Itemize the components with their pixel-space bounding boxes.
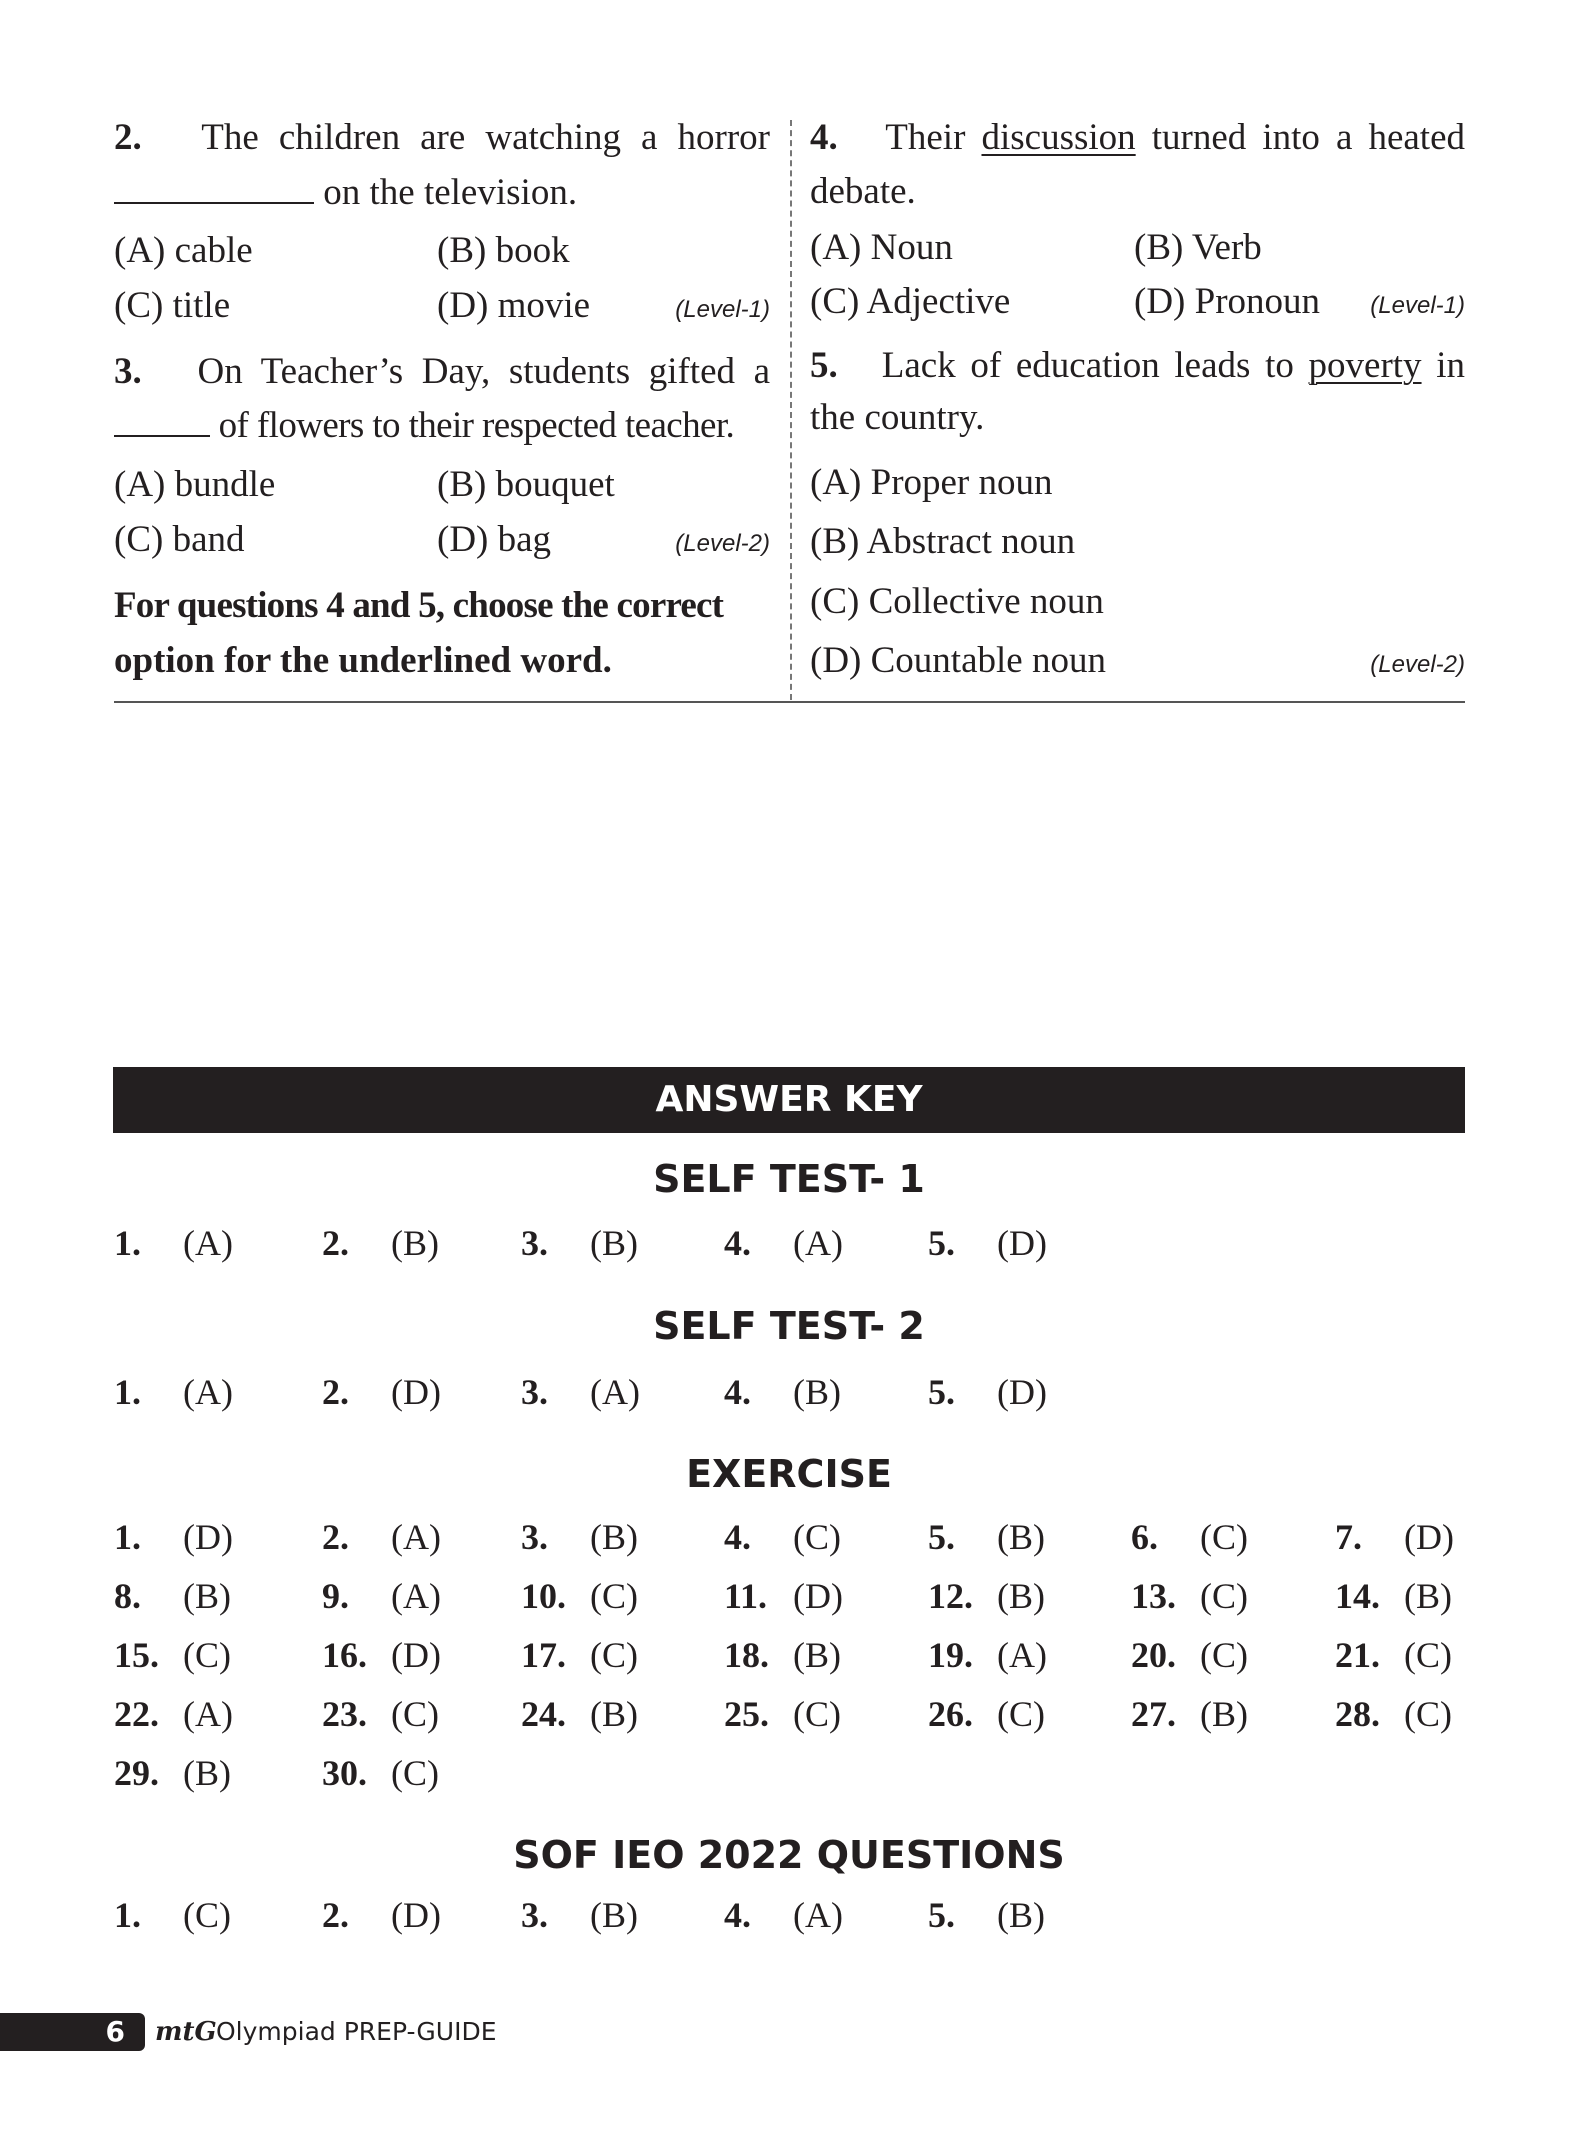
question-2-line1: [114, 116, 770, 160]
answer-item: [1335, 1633, 1452, 1677]
answer-item: [521, 1692, 638, 1736]
answer-number: 8.: [114, 1576, 141, 1616]
answer-number: 25.: [724, 1694, 769, 1734]
question-5-line1: [810, 344, 1465, 388]
answer-number: 12.: [928, 1576, 973, 1616]
answer-number: 3.: [521, 1895, 548, 1935]
answer-option: (D): [391, 1895, 441, 1935]
answer-item: [114, 1515, 233, 1559]
answer-option: (B): [183, 1576, 231, 1616]
question-text: in: [1421, 345, 1465, 386]
answer-number: 5.: [928, 1223, 955, 1263]
answer-number: 2.: [322, 1223, 349, 1263]
option-b: (B) Verb: [1134, 227, 1262, 268]
answer-item: [521, 1370, 640, 1414]
option-c: (C) title: [114, 285, 231, 326]
answer-option: (D): [391, 1372, 441, 1412]
answer-item: [928, 1692, 1045, 1736]
level-tag: (Level-2): [1370, 651, 1465, 678]
option-c: (C) Adjective: [810, 281, 1011, 322]
answer-item: [1131, 1574, 1248, 1618]
option-d: (D) Pronoun: [1134, 281, 1321, 322]
answer-option: (B): [793, 1372, 841, 1412]
answer-option: (B): [1200, 1694, 1248, 1734]
answer-option: (D): [997, 1223, 1047, 1263]
answer-item: [724, 1692, 841, 1736]
answer-item: [114, 1692, 233, 1736]
answer-option: (B): [590, 1895, 638, 1935]
answer-item: [114, 1633, 231, 1677]
answer-number: 22.: [114, 1694, 159, 1734]
answer-option: (D): [183, 1517, 233, 1557]
question-number: 4.: [810, 117, 838, 158]
answer-item: [1335, 1515, 1454, 1559]
answer-option: (B): [590, 1223, 638, 1263]
question-text: Lack of education leads to: [881, 345, 1309, 386]
option-d: (D) Countable noun: [810, 640, 1106, 681]
level-tag: (Level-1): [675, 296, 770, 323]
page-number: 6: [0, 2013, 145, 2051]
answer-option: (B): [590, 1694, 638, 1734]
answer-item: [724, 1515, 841, 1559]
question-text: of flowers to their respected teacher.: [218, 405, 735, 446]
answer-item: [928, 1893, 1045, 1937]
answer-item: [1131, 1633, 1248, 1677]
answer-option: (B): [1404, 1576, 1452, 1616]
answer-number: 14.: [1335, 1576, 1380, 1616]
answer-item: [322, 1370, 441, 1414]
option-a: (A) Proper noun: [810, 462, 1053, 503]
answer-option: (B): [997, 1576, 1045, 1616]
answer-number: 24.: [521, 1694, 566, 1734]
answer-option: (A): [183, 1223, 233, 1263]
answer-item: [1335, 1574, 1452, 1618]
answer-option: (C): [590, 1576, 638, 1616]
answer-option: (A): [793, 1895, 843, 1935]
answer-option: (A): [997, 1635, 1047, 1675]
answer-option: (A): [391, 1576, 441, 1616]
answer-option: (C): [590, 1635, 638, 1675]
answer-item: [114, 1370, 233, 1414]
answer-number: 17.: [521, 1635, 566, 1675]
blank: [114, 172, 314, 204]
answer-option: (C): [183, 1635, 231, 1675]
answer-option: (B): [997, 1517, 1045, 1557]
answer-item: [521, 1633, 638, 1677]
answer-option: (C): [1404, 1694, 1452, 1734]
question-4-line1: [810, 116, 1465, 160]
question-text: On Teacher’s Day, students gifted a: [197, 351, 770, 392]
answer-number: 20.: [1131, 1635, 1176, 1675]
answer-item: [928, 1221, 1047, 1265]
answer-option: (D): [793, 1576, 843, 1616]
answer-section-title: SELF TEST- 1: [653, 1157, 925, 1201]
question-number: 3.: [114, 351, 142, 392]
answer-item: [1131, 1515, 1248, 1559]
answer-option: (B): [997, 1895, 1045, 1935]
answer-item: [521, 1893, 638, 1937]
answer-item: [114, 1574, 231, 1618]
answer-number: 5.: [928, 1372, 955, 1412]
answer-number: 16.: [322, 1635, 367, 1675]
answer-number: 28.: [1335, 1694, 1380, 1734]
answer-section-title: SELF TEST- 2: [653, 1304, 925, 1348]
question-number: 2.: [114, 117, 142, 158]
answer-option: (B): [183, 1753, 231, 1793]
answer-number: 23.: [322, 1694, 367, 1734]
instruction-line2: option for the underlined word.: [114, 640, 612, 681]
question-text: The children are watching a horror: [201, 117, 770, 158]
answer-number: 4.: [724, 1517, 751, 1557]
answer-option: (D): [997, 1372, 1047, 1412]
answer-number: 5.: [928, 1895, 955, 1935]
answer-item: [322, 1751, 439, 1795]
answer-number: 4.: [724, 1223, 751, 1263]
answer-number: 10.: [521, 1576, 566, 1616]
answer-number: 27.: [1131, 1694, 1176, 1734]
blank: [114, 405, 210, 437]
answer-option: (B): [793, 1635, 841, 1675]
underlined-word: poverty: [1308, 345, 1422, 386]
answer-item: [724, 1221, 843, 1265]
answer-number: 1.: [114, 1895, 141, 1935]
answer-item: [322, 1633, 441, 1677]
answer-number: 6.: [1131, 1517, 1158, 1557]
answer-option: (C): [391, 1753, 439, 1793]
answer-item: [114, 1751, 231, 1795]
option-b: (B) Abstract noun: [810, 521, 1076, 562]
question-2-line2: [114, 171, 577, 215]
answer-option: (A): [391, 1517, 441, 1557]
answer-number: 29.: [114, 1753, 159, 1793]
answer-option: (C): [391, 1694, 439, 1734]
answer-option: (C): [793, 1694, 841, 1734]
option-b: (B) book: [437, 230, 570, 271]
answer-number: 21.: [1335, 1635, 1380, 1675]
answer-item: [521, 1515, 638, 1559]
answer-item: [322, 1893, 441, 1937]
question-5-line2: the country.: [810, 397, 985, 438]
footer-title: Olympiad PREP-GUIDE: [216, 2017, 497, 2046]
question-4-line2: debate.: [810, 171, 916, 212]
answer-option: (B): [590, 1517, 638, 1557]
answer-option: (C): [183, 1895, 231, 1935]
answer-item: [114, 1221, 233, 1265]
answer-number: 3.: [521, 1223, 548, 1263]
answer-option: (C): [1200, 1576, 1248, 1616]
question-number: 5.: [810, 345, 838, 386]
answer-item: [521, 1574, 638, 1618]
instruction-line1: For questions 4 and 5, choose the correct: [114, 585, 724, 626]
answer-item: [322, 1221, 439, 1265]
answer-item: [928, 1515, 1045, 1559]
answer-option: (A): [590, 1372, 640, 1412]
answer-item: [322, 1692, 439, 1736]
answer-number: 4.: [724, 1895, 751, 1935]
answer-item: [928, 1370, 1047, 1414]
answer-number: 4.: [724, 1372, 751, 1412]
answer-number: 2.: [322, 1372, 349, 1412]
answer-item: [724, 1893, 843, 1937]
question-3-line1: [114, 350, 770, 394]
answer-item: [521, 1221, 638, 1265]
level-tag: (Level-1): [1370, 292, 1465, 319]
answer-item: [928, 1633, 1047, 1677]
section-rule: [114, 701, 1465, 703]
answer-number: 1.: [114, 1223, 141, 1263]
option-a: (A) bundle: [114, 464, 276, 505]
question-text: turned into a heated: [1135, 117, 1465, 158]
answer-number: 1.: [114, 1517, 141, 1557]
answer-number: 3.: [521, 1372, 548, 1412]
answer-number: 1.: [114, 1372, 141, 1412]
answer-number: 19.: [928, 1635, 973, 1675]
answer-option: (A): [793, 1223, 843, 1263]
level-tag: (Level-2): [675, 530, 770, 557]
option-a: (A) Noun: [810, 227, 953, 268]
answer-number: 9.: [322, 1576, 349, 1616]
answer-section-title: EXERCISE: [686, 1452, 892, 1496]
answer-number: 30.: [322, 1753, 367, 1793]
answer-item: [322, 1574, 441, 1618]
answer-option: (C): [997, 1694, 1045, 1734]
answer-number: 18.: [724, 1635, 769, 1675]
answer-option: (C): [1404, 1635, 1452, 1675]
option-c: (C) Collective noun: [810, 581, 1104, 622]
answer-item: [724, 1370, 841, 1414]
option-c: (C) band: [114, 519, 245, 560]
answer-option: (A): [183, 1694, 233, 1734]
question-text: on the television.: [323, 172, 578, 213]
answer-option: (C): [1200, 1635, 1248, 1675]
answer-number: 11.: [724, 1576, 768, 1616]
answer-option: (A): [183, 1372, 233, 1412]
answer-number: 7.: [1335, 1517, 1362, 1557]
answer-number: 3.: [521, 1517, 548, 1557]
answer-number: 2.: [322, 1895, 349, 1935]
answer-item: [1131, 1692, 1248, 1736]
answer-option: (B): [391, 1223, 439, 1263]
mtg-logo: mtG: [155, 2017, 217, 2047]
column-divider: [790, 120, 792, 700]
answer-item: [724, 1633, 841, 1677]
answer-item: [1335, 1692, 1452, 1736]
answer-number: 26.: [928, 1694, 973, 1734]
option-a: (A) cable: [114, 230, 253, 271]
answer-number: 5.: [928, 1517, 955, 1557]
answer-item: [724, 1574, 843, 1618]
answer-option: (C): [1200, 1517, 1248, 1557]
question-text: Their: [885, 117, 982, 158]
answer-item: [928, 1574, 1045, 1618]
answer-section-title: SOF IEO 2022 QUESTIONS: [513, 1833, 1065, 1877]
option-b: (B) bouquet: [437, 464, 615, 505]
answer-key-header: ANSWER KEY: [113, 1067, 1465, 1133]
answer-item: [114, 1893, 231, 1937]
answer-item: [322, 1515, 441, 1559]
answer-option: (D): [1404, 1517, 1454, 1557]
option-d: (D) movie: [437, 285, 591, 326]
question-3-line2: [114, 404, 734, 448]
answer-number: 15.: [114, 1635, 159, 1675]
option-d: (D) bag: [437, 519, 552, 560]
answer-number: 2.: [322, 1517, 349, 1557]
answer-option: (C): [793, 1517, 841, 1557]
answer-number: 13.: [1131, 1576, 1176, 1616]
answer-option: (D): [391, 1635, 441, 1675]
underlined-word: discussion: [981, 117, 1136, 158]
